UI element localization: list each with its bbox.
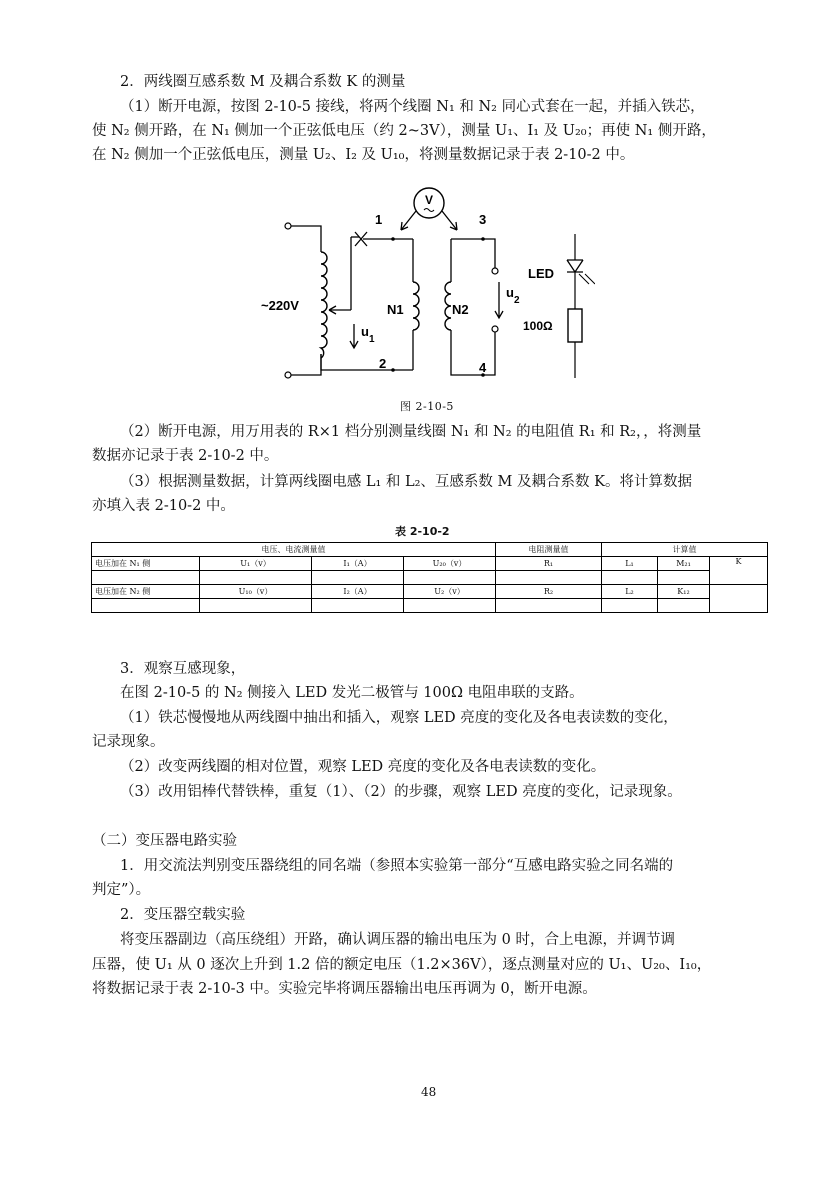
terminal-2-label: 2 <box>379 356 387 371</box>
page-number: 48 <box>421 1085 437 1099</box>
column-header: I₁（A） <box>312 557 404 571</box>
section-3-title: 3．观察互感现象， <box>120 661 246 677</box>
paragraph-line: 在 N₂ 侧加一个正弦低电压，测量 U₂、I₂ 及 U₁₀，将测量数据记录于表 2-10-2 中。 <box>92 147 635 163</box>
column-header: K <box>710 557 768 585</box>
n1-label: N1 <box>387 302 404 317</box>
table-row <box>92 585 768 599</box>
n2-coil <box>445 282 451 330</box>
measurement-table <box>91 542 768 613</box>
column-header: K₁₂ <box>658 585 710 599</box>
u2-arrow <box>495 282 503 318</box>
group-header: 电阻测量值 <box>496 543 602 557</box>
figure-caption: 图 2-10-5 <box>400 400 454 413</box>
group-header: 计算值 <box>602 543 768 557</box>
table-caption: 表 2-10-2 <box>395 525 450 538</box>
item-2-title: 2．变压器空载实验 <box>120 907 246 923</box>
u2-subscript: 2 <box>514 295 520 306</box>
paragraph-line: （2）断开电源，用万用表的 R×1 档分别测量线圈 N₁ 和 N₂ 的电阻值 R₁ 和 R₂，，将测量 <box>120 424 702 440</box>
column-header: M₂₁ <box>658 557 710 571</box>
resistor-label: 100Ω <box>523 319 553 333</box>
terminal-4-label: 4 <box>479 360 487 375</box>
paragraph-line: 1．用交流法判别变压器绕组的同名端（参照本实验第一部分“互感电路实验之同名端的 <box>120 858 674 874</box>
paragraph-line: 在图 2-10-5 的 N₂ 侧接入 LED 发光二极管与 100Ω 电阻串联的支路。 <box>120 685 584 701</box>
u1-subscript: 1 <box>369 334 375 345</box>
row-label: 电压加在 N₁ 侧 <box>92 557 200 571</box>
paragraph-line: 记录现象。 <box>92 734 165 750</box>
u2-label: u <box>506 285 514 300</box>
column-header: R₂ <box>496 585 602 599</box>
paragraph-line: 数据亦记录于表 2-10-2 中。 <box>92 448 279 464</box>
u1-label: u <box>361 324 369 339</box>
autotransformer-coil <box>321 252 327 358</box>
n1-coil <box>413 282 419 330</box>
paragraph-line: 亦填入表 2-10-2 中。 <box>92 498 235 514</box>
terminal-1-label: 1 <box>375 212 383 227</box>
n2-terminal-top <box>492 268 498 274</box>
group-header: 电压、电流测量值 <box>92 543 496 557</box>
paragraph-line: 压器，使 U₁ 从 0 逐次上升到 1.2 倍的额定电压（1.2×36V），逐点测量对应的 U₁、U₂₀、I₁₀， <box>92 957 712 973</box>
paragraph-line: （2）改变两线圈的相对位置，观察 LED 亮度的变化及各电表读数的变化。 <box>120 759 606 775</box>
n2-label: N2 <box>452 302 469 317</box>
section-2-title: 2．两线圈互感系数 M 及耦合系数 K 的测量 <box>120 74 406 90</box>
paragraph-line: （1）断开电源，按图 2-10-5 接线，将两个线圈 N₁ 和 N₂ 同心式套在一起，并插入铁芯， <box>120 99 705 115</box>
source-terminal-bottom <box>285 372 291 378</box>
led-icon <box>567 260 583 272</box>
resistor-icon <box>568 309 582 342</box>
column-header: R₁ <box>496 557 602 571</box>
paragraph-line: （3）改用铝棒代替铁棒，重复（1）、（2）的步骤，观察 LED 亮度的变化，记录现象。 <box>120 784 682 800</box>
column-header: L₂ <box>602 585 658 599</box>
row-label: 电压加在 N₂ 侧 <box>92 585 200 599</box>
table-row <box>92 599 768 613</box>
paragraph-line: （3）根据测量数据，计算两线圈电感 L₁ 和 L₂、互感系数 M 及耦合系数 K。将计算数据 <box>120 474 692 490</box>
table-header-row <box>92 543 768 557</box>
column-header: I₂（A） <box>312 585 404 599</box>
source-label: ~220V <box>261 298 299 313</box>
u1-arrow <box>350 324 358 348</box>
terminal-3-label: 3 <box>479 212 487 227</box>
paragraph-line: 判定”）。 <box>92 882 151 898</box>
paragraph-line: 将变压器副边（高压绕组）开路，确认调压器的输出电压为 0 时，合上电源，并调节调 <box>120 932 675 948</box>
paragraph-line: 使 N₂ 侧开路，在 N₁ 侧加一个正弦低电压（约 2~3V），测量 U₁、I₁ 及 U₂₀；再使 N₁ 侧开路， <box>92 123 716 139</box>
column-header: U₂（v） <box>404 585 496 599</box>
column-header: L₁ <box>602 557 658 571</box>
n2-terminal-bottom <box>492 326 498 332</box>
column-header: U₂₀（v） <box>404 557 496 571</box>
paragraph-line: 将数据记录于表 2-10-3 中。实验完毕将调压器输出电压再调为 0，断开电源。 <box>92 981 597 997</box>
part-2-heading: （二）变压器电路实验 <box>92 833 237 849</box>
column-header: U₁₀（v） <box>200 585 312 599</box>
paragraph-line: （1）铁芯慢慢地从两线圈中抽出和插入，观察 LED 亮度的变化及各电表读数的变化， <box>120 710 678 726</box>
table-row <box>92 571 768 585</box>
column-header: U₁（v） <box>200 557 312 571</box>
table-row <box>92 557 768 571</box>
source-terminal-top <box>285 223 291 229</box>
voltmeter-label: V <box>424 193 434 207</box>
led-label: LED <box>528 266 554 281</box>
circuit-diagram <box>255 182 595 387</box>
